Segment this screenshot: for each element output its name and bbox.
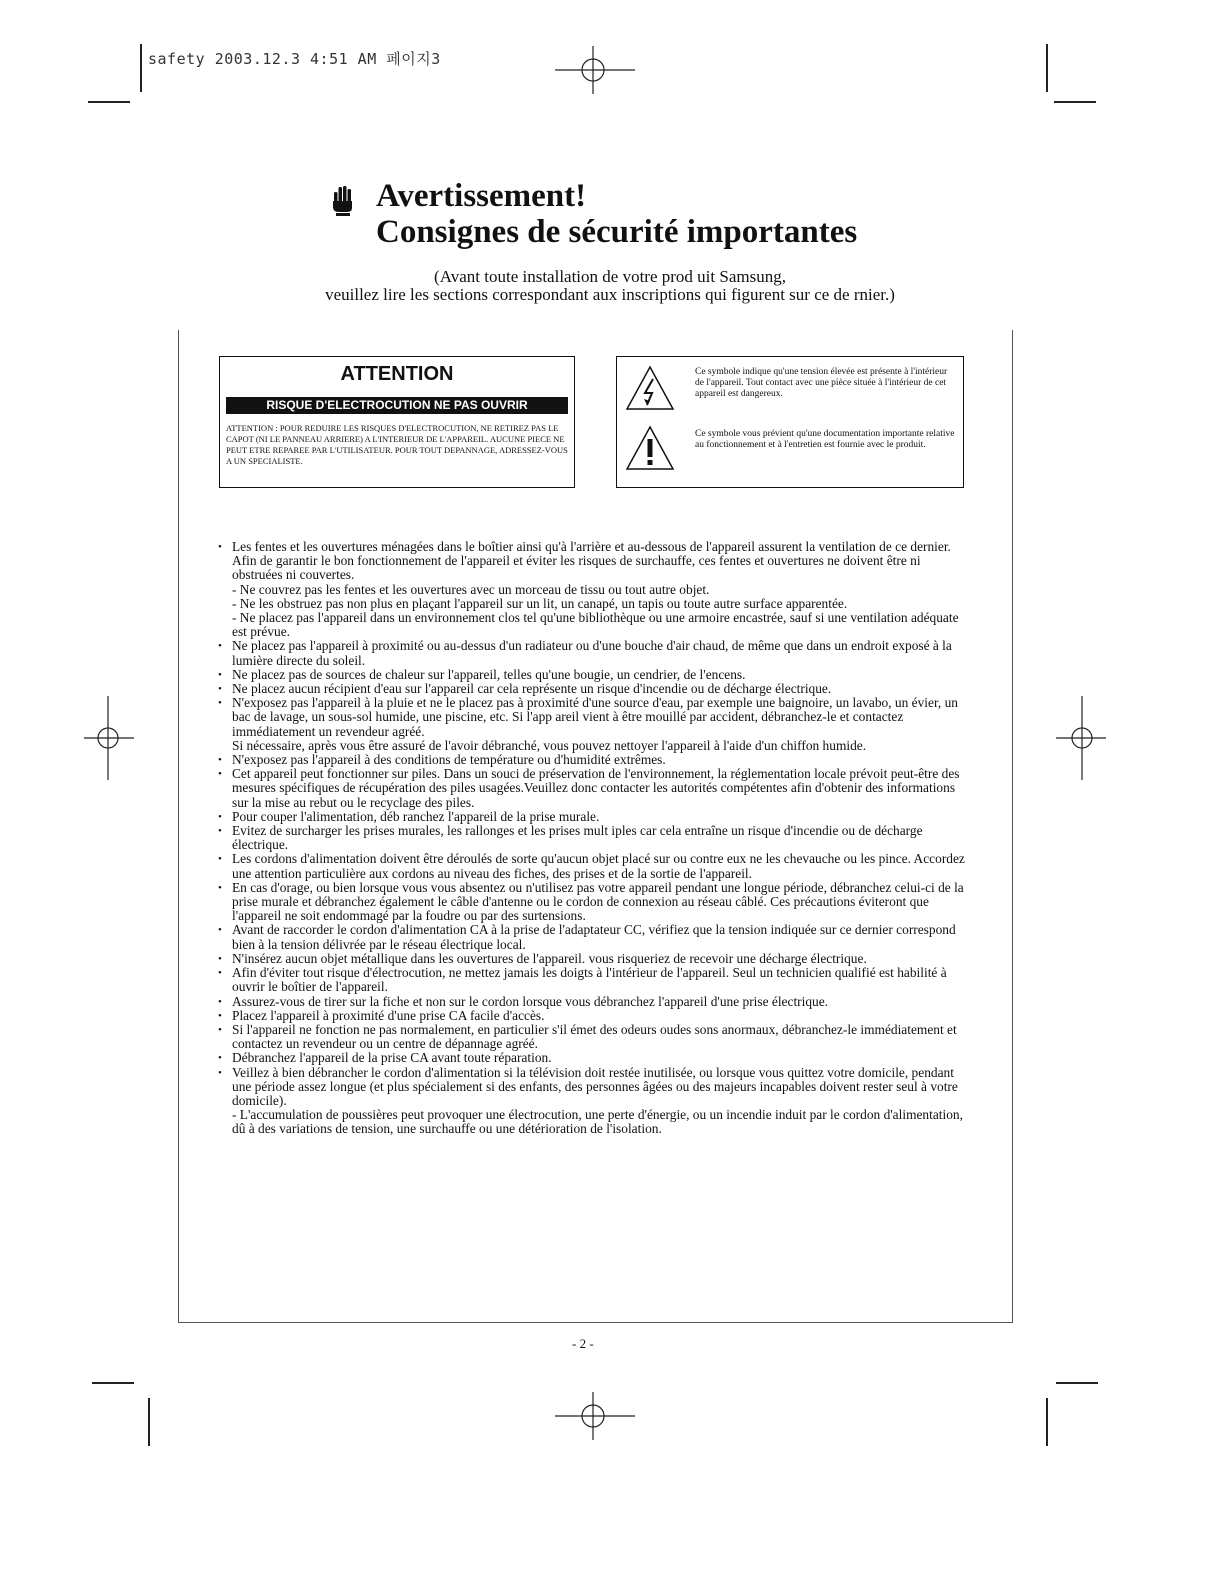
- symbols-box: [616, 356, 964, 488]
- attention-box: [219, 356, 575, 488]
- page-title: Avertissement!: [376, 178, 587, 214]
- intro-line-2: veuillez lire les sections correspondant aux inscriptions qui figurent sur ce de rnier.): [325, 285, 895, 304]
- bullet-item: • Avant de raccorder le cordon d'alimentation CA à la prise de l'adaptateur CC, vérifiez que la tension indiquée sur ce dernier correspond bien à la tension délivrée par le réseau électrique local.: [218, 923, 974, 951]
- crop-mark: [1046, 1398, 1048, 1446]
- paragraph: - Ne les obstruez pas non plus en plaçant l'appareil sur un lit, un canapé, un tapis ou toute autre surface apparentée.: [232, 595, 848, 611]
- hand-warning-icon: [330, 184, 356, 216]
- bullet-item: • Si l'appareil ne fonction ne pas normalement, en particulier s'il émet des odeurs oudes sons anormaux, débranchez-le immédiatement et contactez un revendeur ou un centre de dépannage agréé.: [218, 1023, 974, 1051]
- crop-mark: [1046, 44, 1048, 92]
- intro-line-1: (Avant toute installation de votre prod uit Samsung,: [434, 267, 786, 286]
- bullet-item: • N'exposez pas l'appareil à des conditions de température ou d'humidité extrêmes.: [218, 753, 974, 767]
- attention-text: ATTENTION : POUR REDUIRE LES RISQUES D'ELECTROCUTION, NE RETIREZ PAS LE CAPOT (NI LE PANNEAU ARRIERE) A L'INTERIEUR DE L'APPAREIL. AUCUNE PIECE NE PEUT ETRE REPAREE PAR L'UTILISATEUR. POUR TOUT DEPANNAGE, ADRESSEZ-VOUS A UN SPECIALISTE.: [226, 423, 568, 466]
- registration-mark-icon: [555, 1392, 635, 1442]
- bullet-item: • Veillez à bien débrancher le cordon d'alimentation si la télévision doit restée inutilisée, ou lorsque vous quittez votre domicile, pendant une période assez longue (et plus spécialement si des enfants, des personnes âgées ou des majeurs incapables doivent rester seul à votre domicile).: [218, 1066, 974, 1109]
- paragraph: - L'accumulation de poussières peut provoquer une électrocution, une perte d'énergie, ou un incendie induit par le cordon d'alimentation, dû à des variations de tension, une surchauffe ou une détérioration de l'isolation.: [232, 1107, 963, 1137]
- bullet-item: • Afin d'éviter tout risque d'électrocution, ne mettez jamais les doigts à l'intérieur de l'appareil. Seul un technicien qualifié est habilité à ouvrir le boîtier de l'appareil.: [218, 966, 974, 994]
- bullet-item: • Ne placez pas l'appareil à proximité ou au-dessus d'un radiateur ou d'une bouche d'air chaud, de même que dans un endroit exposé à la lumière directe du soleil.: [218, 639, 974, 667]
- bullet-item: • N'insérez aucun objet métallique dans les ouvertures de l'appareil. vous risqueriez de recevoir une décharge électrique.: [218, 952, 974, 966]
- bullet-item: • Ne placez pas de sources de chaleur sur l'appareil, telles qu'une bougie, un cendrier, de l'encens.: [218, 668, 974, 682]
- safety-instructions: [218, 540, 974, 1137]
- attention-title: ATTENTION: [340, 363, 454, 385]
- paragraph: Si nécessaire, après vous être assuré de l'avoir débranché, vous pouvez nettoyer l'appareil à l'aide d'un chiffon humide.: [232, 737, 867, 753]
- crop-mark: [92, 1382, 134, 1384]
- print-stamp: safety 2003.12.3 4:51 AM 페이지3: [148, 50, 441, 68]
- bullet-item: • Débranchez l'appareil de la prise CA avant toute réparation.: [218, 1051, 974, 1065]
- bullet-item: • Cet appareil peut fonctionner sur piles. Dans un souci de préservation de l'environnement, la réglementation locale prévoit peut-être des mesures spécifiques de récupération des piles usagées.Veuillez donc contacter les autorités compétentes afin d'obtenir des informations sur la mise au rebut ou le recyclage des piles.: [218, 767, 974, 810]
- frame-bottom: [178, 1322, 1013, 1323]
- bullet-item: • Les fentes et les ouvertures ménagées dans le boîtier ainsi qu'à l'arrière et au-dessous de l'appareil assurent la ventilation de ce dernier.: [218, 540, 974, 554]
- lightning-warning-icon: [625, 365, 675, 411]
- crop-mark: [140, 44, 142, 92]
- crop-mark: [1056, 1382, 1098, 1384]
- paragraph: Afin de garantir le bon fonctionnement de l'appareil et éviter les risques de surchauffe, ces fentes et ouvertures ne doivent être ni obstruées ni couvertes.: [232, 553, 921, 583]
- bullet-item: • Evitez de surcharger les prises murales, les rallonges et les prises mult iples car cela entraîne un risque d'incendie ou de décharge électrique.: [218, 824, 974, 852]
- paragraph: - Ne placez pas l'appareil dans un environnement clos tel qu'une bibliothèque ou une armoire encastrée, sauf si une ventilation adéquate est prévue.: [232, 610, 959, 640]
- crop-mark: [1054, 101, 1096, 103]
- crop-mark: [148, 1398, 150, 1446]
- bullet-item: • Assurez-vous de tirer sur la fiche et non sur le cordon lorsque vous débranchez l'appareil d'une prise électrique.: [218, 995, 974, 1009]
- frame-left: [178, 330, 179, 1322]
- bullet-item: • En cas d'orage, ou bien lorsque vous vous absentez ou n'utilisez pas votre appareil pendant une longue période, débranchez celui-ci de la prise murale et débranchez également le câble d'antenne ou le cordon de connexion au réseau câblé. Ces précautions éviteront que l'appareil ne soit endommagé par la foudre ou par des surtensions.: [218, 881, 974, 924]
- bullet-item: • Ne placez aucun récipient d'eau sur l'appareil car cela représente un risque d'incendie ou de décharge électrique.: [218, 682, 974, 696]
- bullet-item: • N'exposez pas l'appareil à la pluie et ne le placez pas à proximité d'une source d'eau, par exemple une baignoire, un lavabo, un évier, un bac de lavage, un sous-sol humide, une piscine, etc. Si l'app areil vient à être mouillé par accident, débranchez-le et contactez immédiatement un revendeur agréé.: [218, 696, 974, 739]
- bullet-item: • Pour couper l'alimentation, déb ranchez l'appareil de la prise murale.: [218, 810, 974, 824]
- bullet-item: • Placez l'appareil à proximité d'une prise CA facile d'accès.: [218, 1009, 974, 1023]
- exclamation-warning-icon: [625, 425, 675, 471]
- registration-mark-icon: [84, 696, 134, 780]
- page-number: - 2 -: [572, 1336, 594, 1351]
- frame-right: [1012, 330, 1013, 1322]
- bullet-item: • Les cordons d'alimentation doivent être déroulés de sorte qu'aucun objet placé sur ou contre eux ne les chevauche ou les pince. Accordez une attention particulière aux cordons au niveau des fiches, des prises et de la sortie de l'appareil.: [218, 852, 974, 880]
- registration-mark-icon: [1056, 696, 1106, 780]
- symbol1-description: Ce symbole indique qu'une tension élevée est présente à l'intérieur de l'appareil. Tout contact avec une pièce située à l'intérieur de cet appareil est dangereux.: [695, 367, 948, 399]
- crop-mark: [88, 101, 130, 103]
- registration-mark-icon: [555, 46, 635, 96]
- symbol2-description: Ce symbole vous prévient qu'une documentation importante relative au fonctionnement et à l'entretien est fournie avec le produit.: [695, 429, 955, 450]
- page-subtitle-heading: Consignes de sécurité importantes: [376, 214, 858, 250]
- paragraph: - Ne couvrez pas les fentes et les ouvertures avec un morceau de tissu ou tout autre objet.: [232, 581, 710, 597]
- attention-band: RISQUE D'ELECTROCUTION NE PAS OUVRIR: [226, 397, 568, 414]
